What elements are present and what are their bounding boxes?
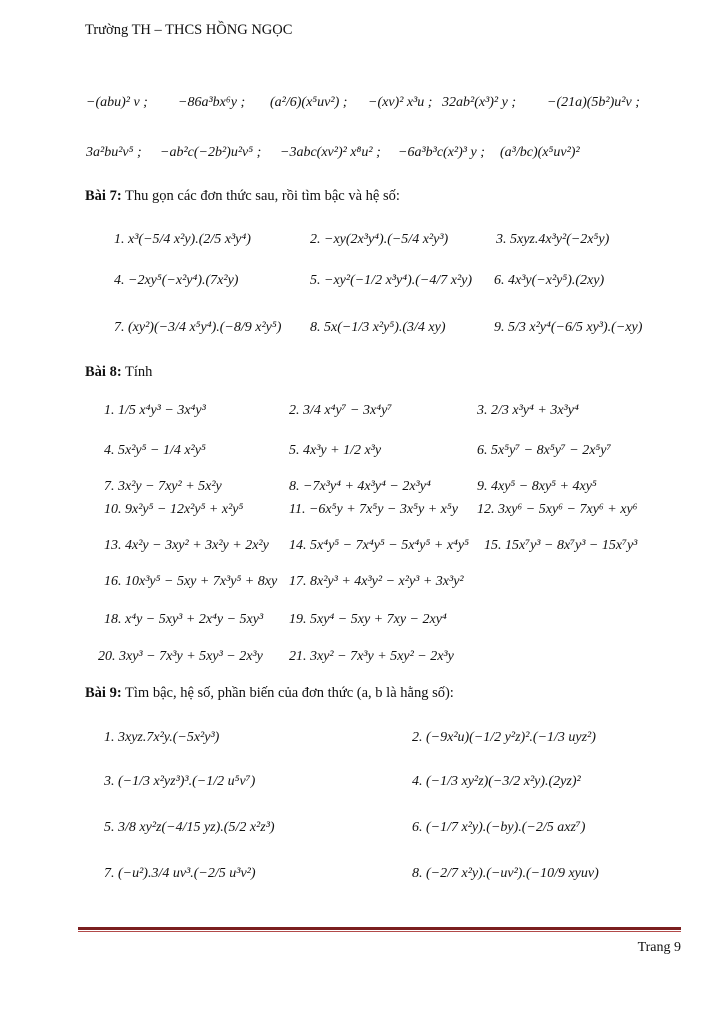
exercise-item: 17. 8x²y³ + 4x³y² − x²y³ + 3x³y² xyxy=(289,574,464,589)
footer-rule xyxy=(78,927,681,930)
bai8-title: Bài 8: xyxy=(85,364,122,380)
bai7-title: Bài 7: xyxy=(85,188,122,204)
bai8-row-6 xyxy=(0,574,725,604)
bai8-row-1 xyxy=(0,403,725,433)
bai7-heading xyxy=(85,188,400,205)
expression: −(abu)² v ; xyxy=(86,95,148,110)
exercise-item: 8. (−2/7 x²y).(−uv²).(−10/9 xyuv) xyxy=(412,866,599,881)
expression: (a³/bc)(x⁵uv²)² xyxy=(500,145,580,160)
bai8-row-2 xyxy=(0,443,725,473)
page-header: Trường TH – THCS HỒNG NGỌC xyxy=(85,22,293,38)
bai9-row-2 xyxy=(0,774,725,804)
expression: −6a³b³c(x²)³ y ; xyxy=(398,145,485,160)
exercise-item: 21. 3xy² − 7x³y + 5xy² − 2x³y xyxy=(289,649,454,664)
exercise-item: 2. −xy(2x³y⁴).(−5/4 x²y³) xyxy=(310,232,449,247)
exercise-item: 1. 1/5 x⁴y³ − 3x⁴y³ xyxy=(104,403,206,418)
page-number: Trang 9 xyxy=(637,940,681,955)
expression: 3a²bu²v⁵ ; xyxy=(86,145,142,160)
bai7-instruction: Thu gọn các đơn thức sau, rồi tìm bậc và hệ số: xyxy=(125,188,400,204)
exercise-item: 2. 3/4 x⁴y⁷ − 3x⁴y⁷ xyxy=(289,403,393,418)
bai8-instruction: Tính xyxy=(125,364,153,380)
exercise-item: 4. 5x²y⁵ − 1/4 x²y⁵ xyxy=(104,443,206,458)
exercise-item: 3. 2/3 x³y⁴ + 3x³y⁴ xyxy=(477,403,579,418)
exercise-item: 10. 9x²y⁵ − 12x²y⁵ + x²y⁵ xyxy=(104,502,244,517)
bai9-row-4 xyxy=(0,866,725,896)
exercise-item: 1. x³(−5/4 x²y).(2/5 x³y⁴) xyxy=(114,232,251,247)
exercise-item: 20. 3xy³ − 7x³y + 5xy³ − 2x³y xyxy=(98,649,263,664)
exercise-item: 2. (−9x²u)(−1/2 y²z)².(−1/3 uyz²) xyxy=(412,730,596,745)
expression: −(21a)(5b²)u²v ; xyxy=(547,95,640,110)
bai8-row-8 xyxy=(0,649,725,679)
bai7-row-2 xyxy=(0,273,725,303)
exercise-item: 6. (−1/7 x²y).(−by).(−2/5 axz⁷) xyxy=(412,820,586,835)
bai7-row-1 xyxy=(0,232,725,262)
exercise-item: 3. 5xyz.4x³y²(−2x⁵y) xyxy=(496,232,610,247)
exercise-item: 14. 5x⁴y⁵ − 7x⁴y⁵ − 5x⁴y⁵ + x⁴y⁵ xyxy=(289,538,469,553)
expression: −(xv)² x³u ; xyxy=(368,95,433,110)
top-exercise-row-2 xyxy=(0,145,725,175)
bai9-heading xyxy=(85,685,454,702)
bai9-instruction: Tìm bậc, hệ số, phần biến của đơn thức (a, b là hằng số): xyxy=(125,685,454,701)
exercise-item: 15. 15x⁷y³ − 8x⁷y³ − 15x⁷y³ xyxy=(484,538,638,553)
exercise-item: 18. x⁴y − 5xy³ + 2x⁴y − 5xy³ xyxy=(104,612,264,627)
bai8-row-7 xyxy=(0,612,725,642)
expression: (a²/6)(x⁵uv²) ; xyxy=(270,95,348,110)
bai9-title: Bài 9: xyxy=(85,685,122,701)
exercise-item: 6. 5x⁵y⁷ − 8x⁵y⁷ − 2x⁵y⁷ xyxy=(477,443,612,458)
exercise-item: 3. (−1/3 x²yz³)³.(−1/2 u⁵v⁷) xyxy=(104,774,256,789)
exercise-item: 6. 4x³y(−x²y⁵).(2xy) xyxy=(494,273,605,288)
bai9-row-1 xyxy=(0,730,725,760)
expression: 32ab²(x³)² y ; xyxy=(442,95,517,110)
bai7-row-3 xyxy=(0,320,725,350)
bai8-row-4 xyxy=(0,502,725,532)
exercise-item: 4. (−1/3 xy²z)(−3/2 x²y).(2yz)² xyxy=(412,774,581,789)
exercise-item: 4. −2xy⁵(−x²y⁴).(7x²y) xyxy=(114,273,239,288)
exercise-item: 7. (−u²).3/4 uv³.(−2/5 u³v²) xyxy=(104,866,256,881)
footer-rule-thin xyxy=(78,931,681,932)
exercise-item: 11. −6x⁵y + 7x⁵y − 3x⁵y + x⁵y xyxy=(289,502,458,517)
exercise-item: 5. −xy²(−1/2 x³y⁴).(−4/7 x²y) xyxy=(310,273,473,288)
exercise-item: 8. −7x³y⁴ + 4x³y⁴ − 2x³y⁴ xyxy=(289,479,431,494)
exercise-item: 5. 4x³y + 1/2 x³y xyxy=(289,443,382,458)
exercise-item: 5. 3/8 xy²z(−4/15 yz).(5/2 x²z³) xyxy=(104,820,275,835)
exercise-item: 19. 5xy⁴ − 5xy + 7xy − 2xy⁴ xyxy=(289,612,447,627)
exercise-item: 12. 3xy⁶ − 5xy⁶ − 7xy⁶ + xy⁶ xyxy=(477,502,638,517)
expression: −86a³bx⁶y ; xyxy=(178,95,246,110)
bai8-row-5 xyxy=(0,538,725,568)
exercise-item: 7. (xy²)(−3/4 x⁵y⁴).(−8/9 x²y⁵) xyxy=(114,320,282,335)
expression: −ab²c(−2b²)u²v⁵ ; xyxy=(160,145,262,160)
expression: −3abc(xv²)² x⁸u² ; xyxy=(280,145,381,160)
bai8-heading xyxy=(85,364,152,381)
top-exercise-row-1 xyxy=(0,95,725,125)
exercise-item: 9. 5/3 x²y⁴(−6/5 xy³).(−xy) xyxy=(494,320,643,335)
exercise-item: 13. 4x²y − 3xy² + 3x²y + 2x²y xyxy=(104,538,269,553)
exercise-item: 16. 10x³y⁵ − 5xy + 7x³y⁵ + 8xy xyxy=(104,574,278,589)
bai9-row-3 xyxy=(0,820,725,850)
exercise-item: 7. 3x²y − 7xy² + 5x²y xyxy=(104,479,222,494)
exercise-item: 9. 4xy⁵ − 8xy⁵ + 4xy⁵ xyxy=(477,479,597,494)
exercise-item: 8. 5x(−1/3 x²y⁵).(3/4 xy) xyxy=(310,320,446,335)
exercise-item: 1. 3xyz.7x²y.(−5x²y³) xyxy=(104,730,220,745)
